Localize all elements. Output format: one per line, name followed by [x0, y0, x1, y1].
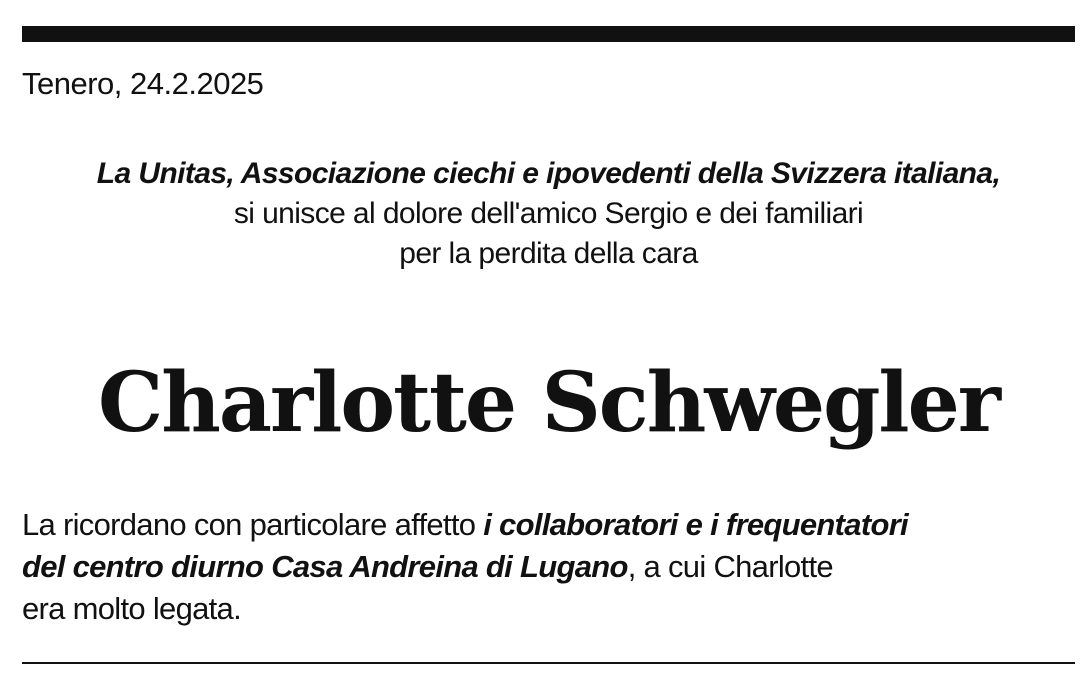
bottom-rule [22, 662, 1075, 664]
remembrance-paragraph [22, 504, 1075, 630]
remembrance-line-3: era molto legata. [22, 591, 242, 626]
intro-line-loss: per la perdita della cara [399, 237, 698, 270]
remembrance-line-2 [22, 546, 1075, 588]
remembrance-line-1-text: La ricordano con particolare affetto [22, 507, 484, 542]
remembrance-line-2-text: , a cui Charlotte [627, 549, 833, 584]
intro-paragraph [22, 154, 1075, 274]
place-date: Tenero, 24.2.2025 [22, 66, 264, 101]
deceased-name: Charlotte Schwegler [98, 355, 999, 451]
intro-organization: La Unitas, Associazione ciechi e ipovedenti della Svizzera italiana, [96, 157, 1001, 190]
remembrance-line-1 [22, 504, 1075, 546]
remembrance-line-1-emphasis: i collaboratori e i frequentatori [483, 507, 908, 542]
intro-line-condolence: si unisce al dolore dell'amico Sergio e dei familiari [233, 197, 864, 230]
remembrance-line-2-emphasis: del centro diurno Casa Andreina di Lugano [22, 549, 628, 584]
top-rule [22, 26, 1075, 42]
